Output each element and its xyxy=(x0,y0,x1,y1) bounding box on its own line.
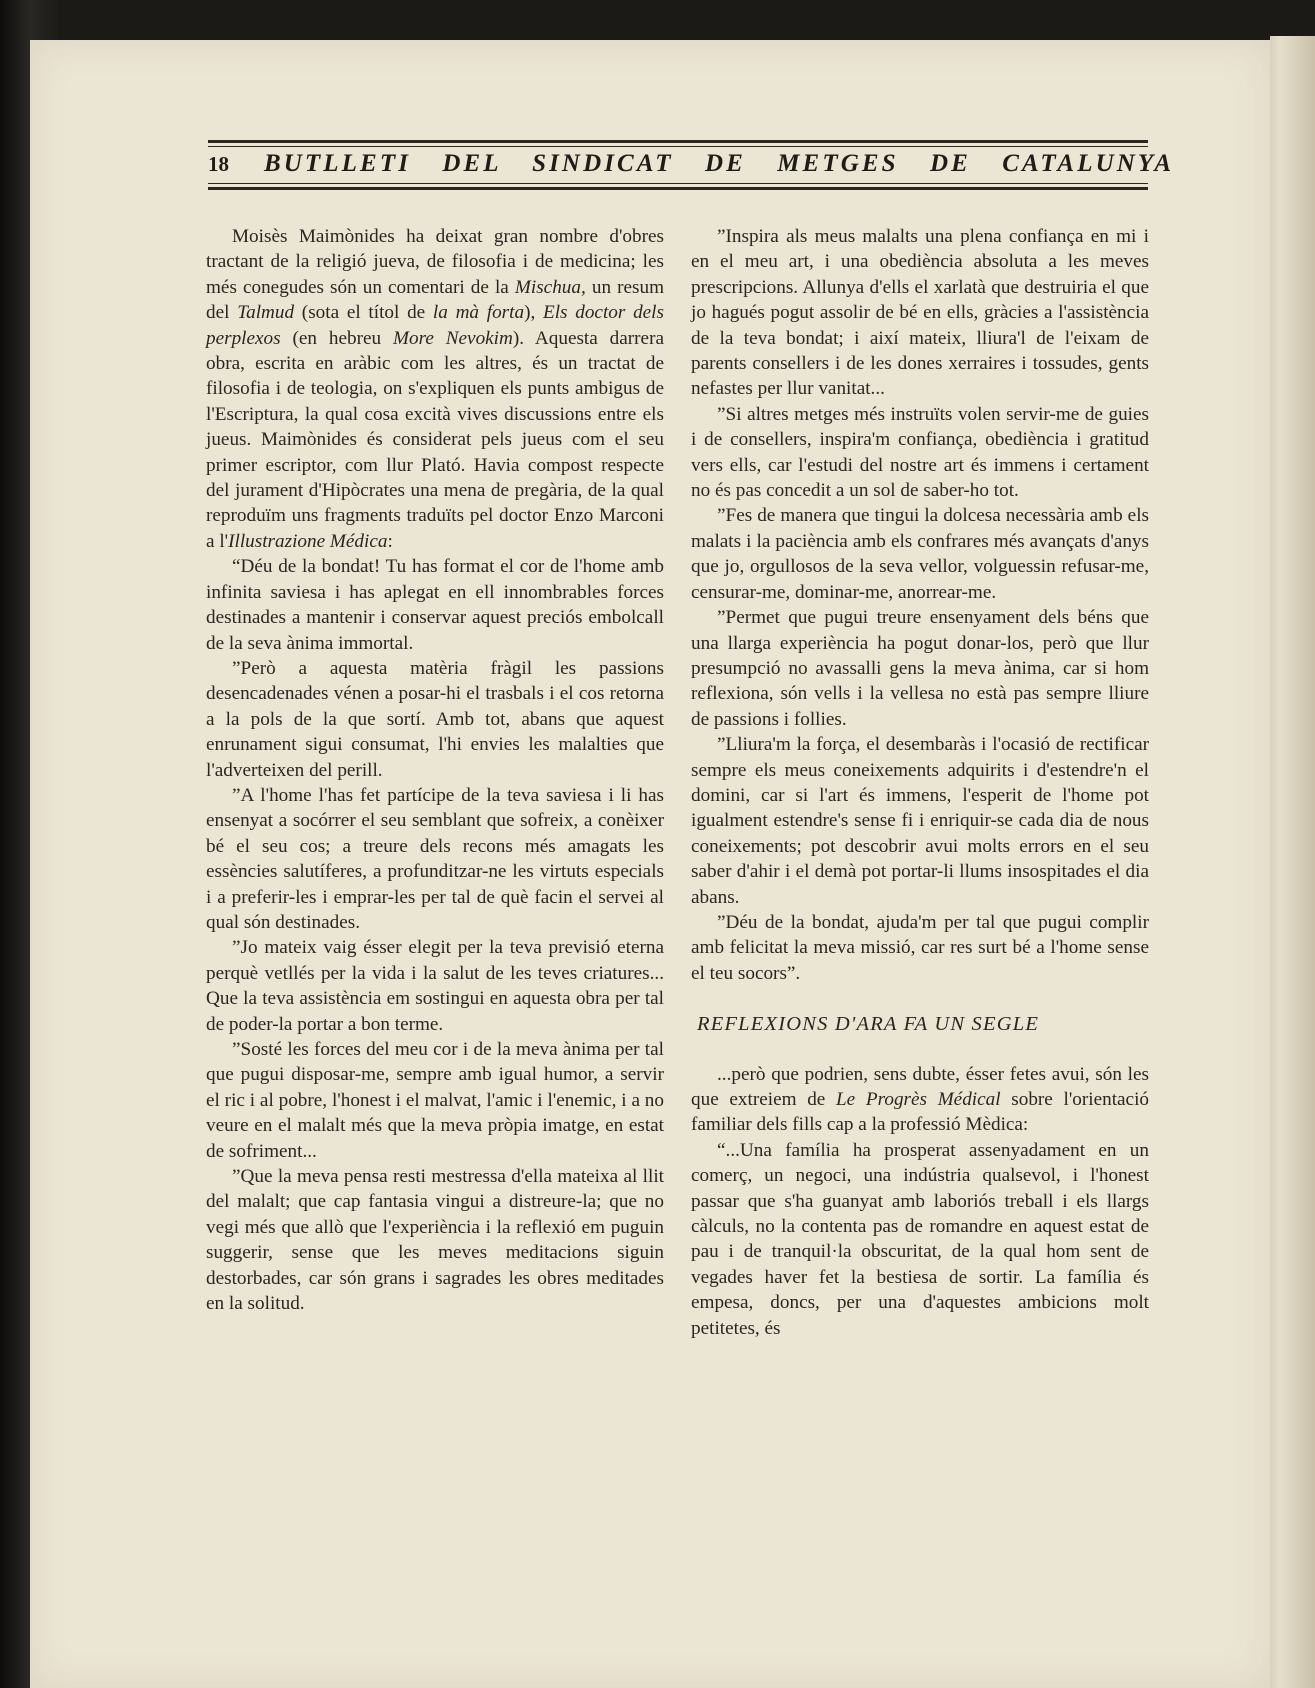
paragraph: ”Inspira als meus malalts una plena confiança en mi i en el meu art, i una obediència absoluta a les meves prescripcions. Allunya d'ells el xarlatà que destruiria el que jo hagués pogut assolir de bé en ells, gràcies a l'assistència de la teva bondat; i així mateix, lliura'l de l'eixam de parents consellers i de les dones xerraires i tossudes, gents nefastes per llur vanitat... xyxy=(691,226,1149,400)
title-ma-forta: la mà forta xyxy=(432,302,525,324)
paragraph: ”Jo mateix vaig ésser elegit per la teva previsió eterna perquè vetllés per la vida i la salut de les teves criatures... Que la teva assistència em sostingui en aquesta obra per tal de poder-la portar a bon terme. xyxy=(206,937,664,1035)
title-progres-medical: Le Progrès Médical xyxy=(836,1089,1001,1110)
paragraph: ”Permet que pugui treure ensenyament dels béns que una llarga experiència ha pogut donar-los, però que llur presumpció no avassalli gens la meva ànima, car si hom reflexiona, són vells i la vellesa no està pas sempre lliure de passions i follies. xyxy=(691,607,1149,730)
title-talmud: Talmud xyxy=(237,302,295,324)
header-rule-bottom xyxy=(208,187,1148,190)
title-more-nevokim: More Nevokim xyxy=(393,327,513,349)
header-rule-top xyxy=(208,140,1148,143)
section-heading: REFLEXIONS D'ARA FA UN SEGLE xyxy=(697,1013,1040,1036)
paragraph: ”Sosté les forces del meu cor i de la meva ànima per tal que pugui disposar-me, sempre amb igual humor, a servir el ric i al pobre, l'honest i el malvat, l'amic i l'enemic, i a no veure en el malalt més que la meva pròpia imatge, en estat de sofriment... xyxy=(206,1039,664,1162)
title-mischua: Mischua, xyxy=(514,276,586,298)
title-illustrazione-medica: Illustrazione Médica xyxy=(228,530,388,552)
paragraph: “...Una família ha prosperat assenyadament en un comerç, un negoci, una indústria qualsevol, i l'honest passar que s'ha guanyat amb laboriós treball i els llargs càlculs, no la contenta pas de romandre en aquest estat de pau i de tranquil·la obscuritat, de la qual hom sent de vegades haver fet la bestiesa de sortir. La família és empesa, doncs, per una d'aquestes ambicions molt petitetes, és xyxy=(691,1139,1149,1339)
right-column xyxy=(691,224,1149,1341)
paragraph: ”Si altres metges més instruïts volen servir-me de guies i de consellers, inspira'm confiança, obediència i gratitud vers ells, car l'estudi del nostre art és immens i certament no és pas concedit a un sol de saber-ho tot. xyxy=(691,403,1149,502)
title-doctor-perplexos: Els doctor dels perplexos xyxy=(206,302,664,349)
paragraph: ”A l'home l'has fet partícipe de la teva saviesa i li has ensenyat a socórrer el seu semblant que sofreix, a conèixer bé el seu cos; a treure dels recons més amagats les essències salutíferes, a profunditzar-ne les virtuts especials i a preferir-les i emprar-les per tal de què facin el servei al qual són destinades. xyxy=(206,784,664,933)
page-number: 18 xyxy=(208,152,229,176)
left-column xyxy=(206,224,664,1316)
paragraph: ”Déu de la bondat, ajuda'm per tal que pugui complir amb felicitat la meva missió, car res surt bé a l'home sense el teu socors”. xyxy=(691,911,1149,984)
paragraph: ”Fes de manera que tingui la dolcesa necessària amb els malats i la paciència amb els confrares més avançats d'anys que jo, orgullosos de la seva vellor, volguessin refusar-me, censurar-me, dominar-me, anorrear-me. xyxy=(691,505,1149,603)
paragraph: ”Que la meva pensa resti mestressa d'ella mateixa al llit del malalt; que cap fantasia vingui a distreure-la; que no vegi més que allò que l'experiència i la reflexió em puguin suggerir, sense que les meves meditacions siguin destorbades, car són grans i sagrades les obres meditades en la solitud. xyxy=(206,1166,664,1315)
paragraph-intro: Moisès Maimònides ha deixat gran nombre d'obres tractant de la religió jueva, de filosofia i de medicina; les més conegudes són un comentari de la Mischua, un resum del Talmud (sota el títol de la mà forta), Els doctor dels perplexos (en hebreu More Nevokim). Aquesta darrera obra, escrita en aràbic com les altres, és un tractat de filosofia i de teologia, on s'expliquen els punts ambigus de l'Escriptura, la qual cosa excità vives discussions entre els jueus. Maimònides és considerat pels jueus com el seu primer escriptor, com llur Plató. Havia compost respecte del jurament d'Hipòcrates una mena de pregària, de la qual reproduïm uns fragments traduïts pel doctor Enzo Marconi a l'Illustrazione Médica: xyxy=(206,226,664,552)
paragraph: ”Però a aquesta matèria fràgil les passions desencadenades vénen a posar-hi el trasbals i el cos retorna a la pols de la que sortí. Amb tot, abans que aquest enrunament sigui consumat, l'hi envies les malalties que l'adverteixen del perill. xyxy=(206,657,664,781)
running-head xyxy=(208,150,1175,180)
header-rule-top-thin xyxy=(208,146,1148,147)
paragraph: ...però que podrien, sens dubte, ésser fetes avui, són les que extreiem de Le Progrès Médical sobre l'orientació familiar dels fills cap a la professió Mèdica: xyxy=(691,1063,1150,1136)
next-page-edge xyxy=(1270,36,1315,1688)
journal-title: BUTLLETI DEL SINDICAT DE METGES DE CATALUNYA xyxy=(264,150,1175,177)
paragraph: “Déu de la bondat! Tu has format el cor de l'home amb infinita saviesa i has aplegat en ell innombrables forces destinades a mantenir i conservar aquest preciós embolcall de la seva ànima immortal. xyxy=(206,556,664,654)
paragraph: ”Lliura'm la força, el desembaràs i l'ocasió de rectificar sempre els meus coneixements adquirits i d'estendre'n el domini, car si l'art és immens, l'esperit de l'home pot igualment estendre's sense fi i enriquir-se cada dia de nous coneixements; pot descobrir avui molts errors en el seu saber d'ahir i el demà pot portar-li llums insospitades el dia abans. xyxy=(691,734,1149,908)
header-rule-bottom-thin xyxy=(208,183,1148,184)
